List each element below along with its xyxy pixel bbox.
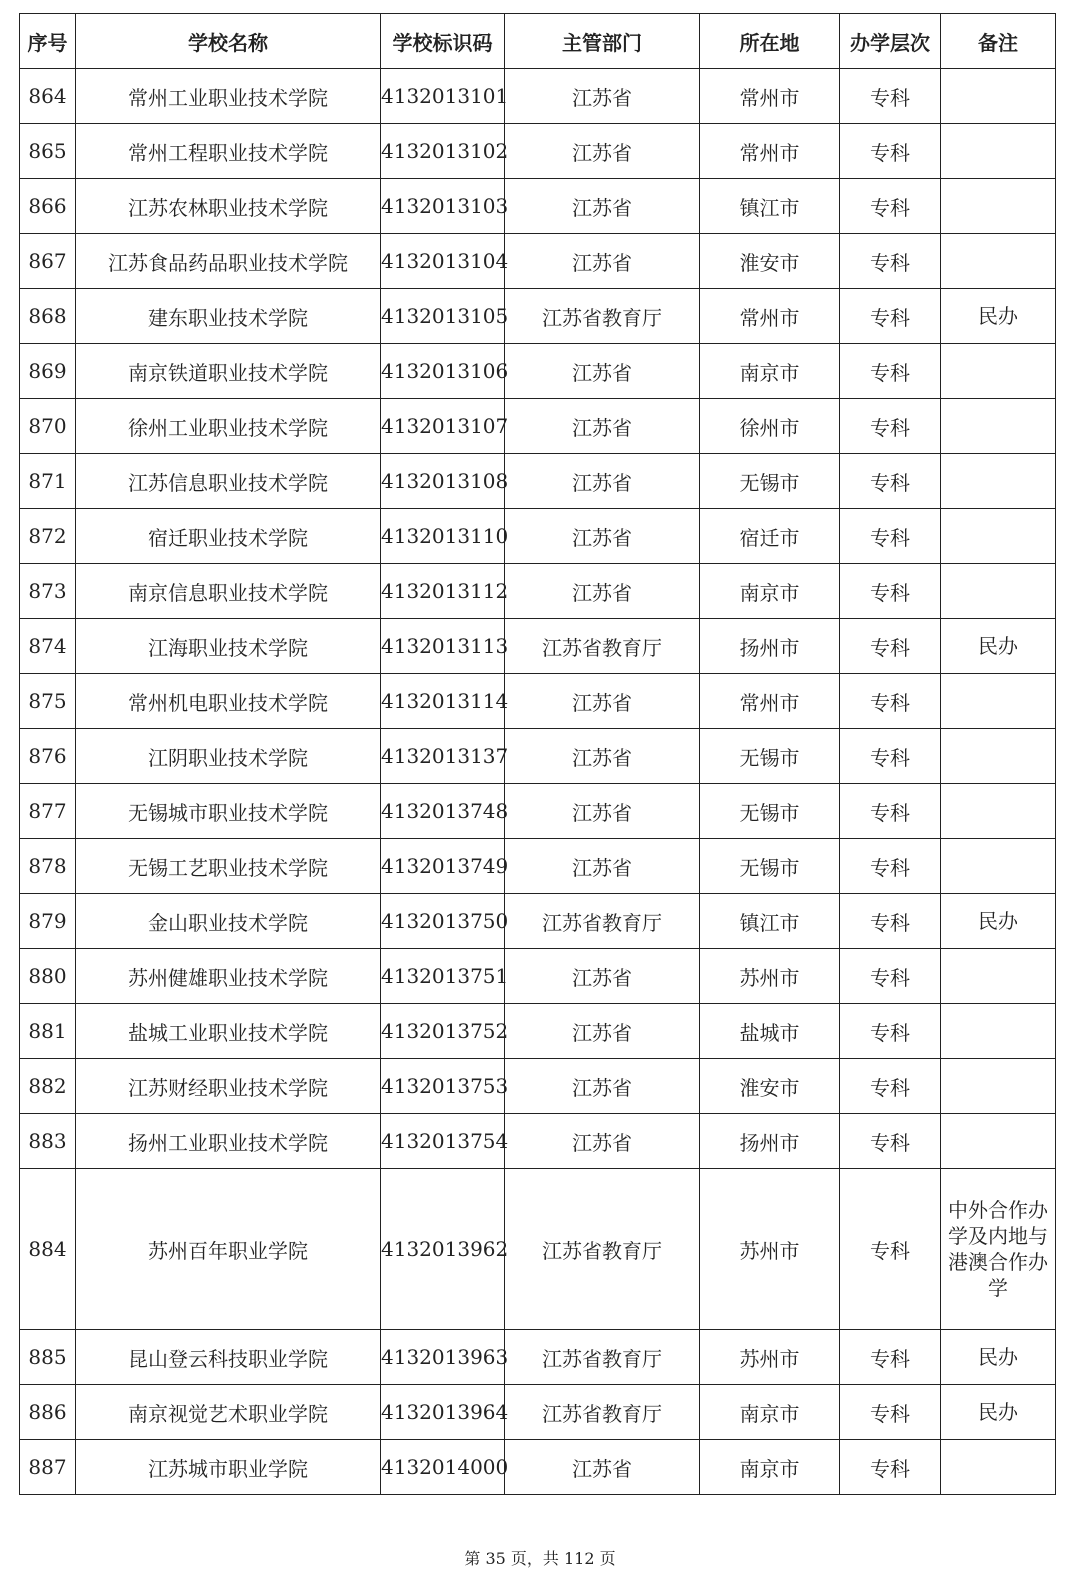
table-row [20, 289, 1056, 344]
cell-school-code: 4132013110 [381, 509, 505, 564]
cell-index: 883 [20, 1114, 76, 1169]
cell-school-code: 4132013105 [381, 289, 505, 344]
cell-school-name: 苏州健雄职业技术学院 [76, 949, 381, 1004]
cell-index: 886 [20, 1385, 76, 1440]
cell-remarks [941, 1004, 1056, 1059]
cell-level: 专科 [840, 1169, 941, 1330]
cell-index: 873 [20, 564, 76, 619]
cell-location: 无锡市 [700, 729, 840, 784]
table-row [20, 344, 1056, 399]
cell-school-code: 4132013750 [381, 894, 505, 949]
cell-level: 专科 [840, 1004, 941, 1059]
table-row [20, 949, 1056, 1004]
cell-school-code: 4132013108 [381, 454, 505, 509]
cell-school-name: 江阴职业技术学院 [76, 729, 381, 784]
cell-location: 南京市 [700, 1385, 840, 1440]
header-school-code: 学校标识码 [381, 14, 505, 69]
cell-department: 江苏省 [505, 399, 700, 454]
cell-index: 869 [20, 344, 76, 399]
cell-department: 江苏省 [505, 69, 700, 124]
cell-school-code: 4132013113 [381, 619, 505, 674]
cell-level: 专科 [840, 1059, 941, 1114]
cell-school-code: 4132013964 [381, 1385, 505, 1440]
cell-department: 江苏省 [505, 564, 700, 619]
cell-index: 880 [20, 949, 76, 1004]
cell-school-code: 4132013963 [381, 1330, 505, 1385]
cell-location: 常州市 [700, 289, 840, 344]
cell-department: 江苏省教育厅 [505, 1385, 700, 1440]
cell-school-name: 江苏农林职业技术学院 [76, 179, 381, 234]
cell-school-name: 南京铁道职业技术学院 [76, 344, 381, 399]
cell-index: 867 [20, 234, 76, 289]
cell-level: 专科 [840, 69, 941, 124]
cell-index: 885 [20, 1330, 76, 1385]
table-row [20, 454, 1056, 509]
cell-school-name: 建东职业技术学院 [76, 289, 381, 344]
cell-remarks: 民办 [941, 1330, 1056, 1385]
table-row [20, 674, 1056, 729]
cell-location: 扬州市 [700, 619, 840, 674]
school-list-table [19, 13, 1056, 1495]
cell-school-name: 常州机电职业技术学院 [76, 674, 381, 729]
cell-location: 镇江市 [700, 179, 840, 234]
table-row [20, 399, 1056, 454]
cell-level: 专科 [840, 399, 941, 454]
table-row [20, 234, 1056, 289]
cell-location: 徐州市 [700, 399, 840, 454]
cell-location: 苏州市 [700, 1330, 840, 1385]
cell-school-name: 无锡城市职业技术学院 [76, 784, 381, 839]
cell-remarks [941, 344, 1056, 399]
cell-index: 887 [20, 1440, 76, 1495]
cell-level: 专科 [840, 894, 941, 949]
cell-remarks [941, 564, 1056, 619]
cell-department: 江苏省 [505, 784, 700, 839]
cell-remarks [941, 124, 1056, 179]
cell-remarks [941, 399, 1056, 454]
header-department: 主管部门 [505, 14, 700, 69]
cell-department: 江苏省教育厅 [505, 619, 700, 674]
cell-school-name: 金山职业技术学院 [76, 894, 381, 949]
cell-level: 专科 [840, 509, 941, 564]
cell-location: 淮安市 [700, 1059, 840, 1114]
cell-school-code: 4132014000 [381, 1440, 505, 1495]
table-header-row [20, 14, 1056, 69]
table-row [20, 179, 1056, 234]
table-row [20, 509, 1056, 564]
cell-level: 专科 [840, 179, 941, 234]
cell-department: 江苏省 [505, 179, 700, 234]
cell-school-code: 4132013112 [381, 564, 505, 619]
cell-index: 864 [20, 69, 76, 124]
table-row [20, 784, 1056, 839]
cell-department: 江苏省 [505, 1004, 700, 1059]
cell-index: 870 [20, 399, 76, 454]
cell-level: 专科 [840, 1330, 941, 1385]
cell-remarks [941, 234, 1056, 289]
cell-school-code: 4132013749 [381, 839, 505, 894]
cell-level: 专科 [840, 454, 941, 509]
cell-location: 无锡市 [700, 784, 840, 839]
cell-location: 扬州市 [700, 1114, 840, 1169]
cell-school-name: 江苏信息职业技术学院 [76, 454, 381, 509]
cell-school-name: 宿迁职业技术学院 [76, 509, 381, 564]
cell-department: 江苏省 [505, 344, 700, 399]
cell-index: 865 [20, 124, 76, 179]
cell-school-name: 江海职业技术学院 [76, 619, 381, 674]
cell-level: 专科 [840, 949, 941, 1004]
cell-level: 专科 [840, 344, 941, 399]
cell-index: 879 [20, 894, 76, 949]
cell-remarks [941, 1440, 1056, 1495]
table-row [20, 894, 1056, 949]
cell-department: 江苏省 [505, 454, 700, 509]
cell-school-name: 昆山登云科技职业学院 [76, 1330, 381, 1385]
cell-remarks [941, 674, 1056, 729]
cell-remarks [941, 509, 1056, 564]
cell-remarks [941, 1114, 1056, 1169]
cell-school-name: 常州工业职业技术学院 [76, 69, 381, 124]
cell-department: 江苏省 [505, 1440, 700, 1495]
cell-department: 江苏省 [505, 1059, 700, 1114]
table-row [20, 1440, 1056, 1495]
header-school-name: 学校名称 [76, 14, 381, 69]
cell-level: 专科 [840, 124, 941, 179]
cell-index: 876 [20, 729, 76, 784]
cell-index: 877 [20, 784, 76, 839]
cell-index: 874 [20, 619, 76, 674]
cell-school-code: 4132013102 [381, 124, 505, 179]
cell-school-code: 4132013752 [381, 1004, 505, 1059]
cell-department: 江苏省 [505, 124, 700, 179]
cell-school-code: 4132013107 [381, 399, 505, 454]
cell-location: 无锡市 [700, 454, 840, 509]
cell-school-name: 南京视觉艺术职业学院 [76, 1385, 381, 1440]
cell-remarks: 民办 [941, 894, 1056, 949]
cell-school-name: 江苏城市职业学院 [76, 1440, 381, 1495]
header-index: 序号 [20, 14, 76, 69]
cell-school-code: 4132013748 [381, 784, 505, 839]
cell-remarks [941, 784, 1056, 839]
cell-school-name: 扬州工业职业技术学院 [76, 1114, 381, 1169]
cell-index: 868 [20, 289, 76, 344]
table-row [20, 1059, 1056, 1114]
cell-remarks: 民办 [941, 1385, 1056, 1440]
cell-location: 无锡市 [700, 839, 840, 894]
cell-remarks: 民办 [941, 619, 1056, 674]
cell-department: 江苏省教育厅 [505, 289, 700, 344]
table-row [20, 619, 1056, 674]
cell-school-name: 常州工程职业技术学院 [76, 124, 381, 179]
cell-index: 878 [20, 839, 76, 894]
cell-level: 专科 [840, 1385, 941, 1440]
cell-location: 常州市 [700, 69, 840, 124]
cell-school-code: 4132013101 [381, 69, 505, 124]
cell-department: 江苏省教育厅 [505, 1330, 700, 1385]
cell-location: 苏州市 [700, 949, 840, 1004]
cell-school-code: 4132013751 [381, 949, 505, 1004]
table-row [20, 1385, 1056, 1440]
cell-level: 专科 [840, 619, 941, 674]
cell-level: 专科 [840, 674, 941, 729]
cell-school-code: 4132013753 [381, 1059, 505, 1114]
cell-level: 专科 [840, 1114, 941, 1169]
cell-remarks [941, 729, 1056, 784]
cell-location: 南京市 [700, 564, 840, 619]
table-row [20, 839, 1056, 894]
cell-location: 淮安市 [700, 234, 840, 289]
cell-index: 871 [20, 454, 76, 509]
table-row [20, 1169, 1056, 1330]
cell-department: 江苏省教育厅 [505, 894, 700, 949]
cell-school-code: 4132013104 [381, 234, 505, 289]
cell-department: 江苏省教育厅 [505, 1169, 700, 1330]
cell-department: 江苏省 [505, 949, 700, 1004]
cell-remarks [941, 1059, 1056, 1114]
cell-school-code: 4132013106 [381, 344, 505, 399]
cell-level: 专科 [840, 839, 941, 894]
table-row [20, 564, 1056, 619]
page-footer: 第 35 页，共 112 页 [464, 1549, 616, 1568]
cell-remarks: 中外合作办学及内地与港澳合作办学 [941, 1169, 1056, 1330]
cell-remarks [941, 454, 1056, 509]
cell-school-code: 4132013103 [381, 179, 505, 234]
cell-level: 专科 [840, 234, 941, 289]
cell-school-code: 4132013754 [381, 1114, 505, 1169]
cell-remarks [941, 69, 1056, 124]
cell-school-name: 盐城工业职业技术学院 [76, 1004, 381, 1059]
cell-school-code: 4132013137 [381, 729, 505, 784]
cell-remarks [941, 839, 1056, 894]
cell-level: 专科 [840, 564, 941, 619]
cell-remarks [941, 949, 1056, 1004]
table-row [20, 1330, 1056, 1385]
cell-department: 江苏省 [505, 509, 700, 564]
cell-level: 专科 [840, 1440, 941, 1495]
cell-department: 江苏省 [505, 674, 700, 729]
header-location: 所在地 [700, 14, 840, 69]
cell-department: 江苏省 [505, 839, 700, 894]
cell-school-name: 无锡工艺职业技术学院 [76, 839, 381, 894]
cell-index: 866 [20, 179, 76, 234]
cell-location: 盐城市 [700, 1004, 840, 1059]
header-level: 办学层次 [840, 14, 941, 69]
cell-remarks: 民办 [941, 289, 1056, 344]
cell-department: 江苏省 [505, 234, 700, 289]
cell-index: 881 [20, 1004, 76, 1059]
table-row [20, 69, 1056, 124]
cell-school-name: 南京信息职业技术学院 [76, 564, 381, 619]
cell-location: 镇江市 [700, 894, 840, 949]
header-remarks: 备注 [941, 14, 1056, 69]
table-body [20, 69, 1056, 1495]
cell-school-name: 徐州工业职业技术学院 [76, 399, 381, 454]
cell-location: 苏州市 [700, 1169, 840, 1330]
cell-location: 宿迁市 [700, 509, 840, 564]
cell-department: 江苏省 [505, 729, 700, 784]
cell-school-code: 4132013962 [381, 1169, 505, 1330]
cell-level: 专科 [840, 729, 941, 784]
cell-index: 875 [20, 674, 76, 729]
cell-index: 872 [20, 509, 76, 564]
cell-index: 884 [20, 1169, 76, 1330]
cell-department: 江苏省 [505, 1114, 700, 1169]
table-row [20, 729, 1056, 784]
table-row [20, 1114, 1056, 1169]
cell-school-name: 苏州百年职业学院 [76, 1169, 381, 1330]
table-row [20, 1004, 1056, 1059]
cell-level: 专科 [840, 784, 941, 839]
cell-school-name: 江苏财经职业技术学院 [76, 1059, 381, 1114]
cell-location: 南京市 [700, 344, 840, 399]
table-row [20, 124, 1056, 179]
cell-remarks [941, 179, 1056, 234]
cell-location: 南京市 [700, 1440, 840, 1495]
cell-school-name: 江苏食品药品职业技术学院 [76, 234, 381, 289]
cell-school-code: 4132013114 [381, 674, 505, 729]
cell-location: 常州市 [700, 674, 840, 729]
cell-level: 专科 [840, 289, 941, 344]
cell-index: 882 [20, 1059, 76, 1114]
cell-location: 常州市 [700, 124, 840, 179]
